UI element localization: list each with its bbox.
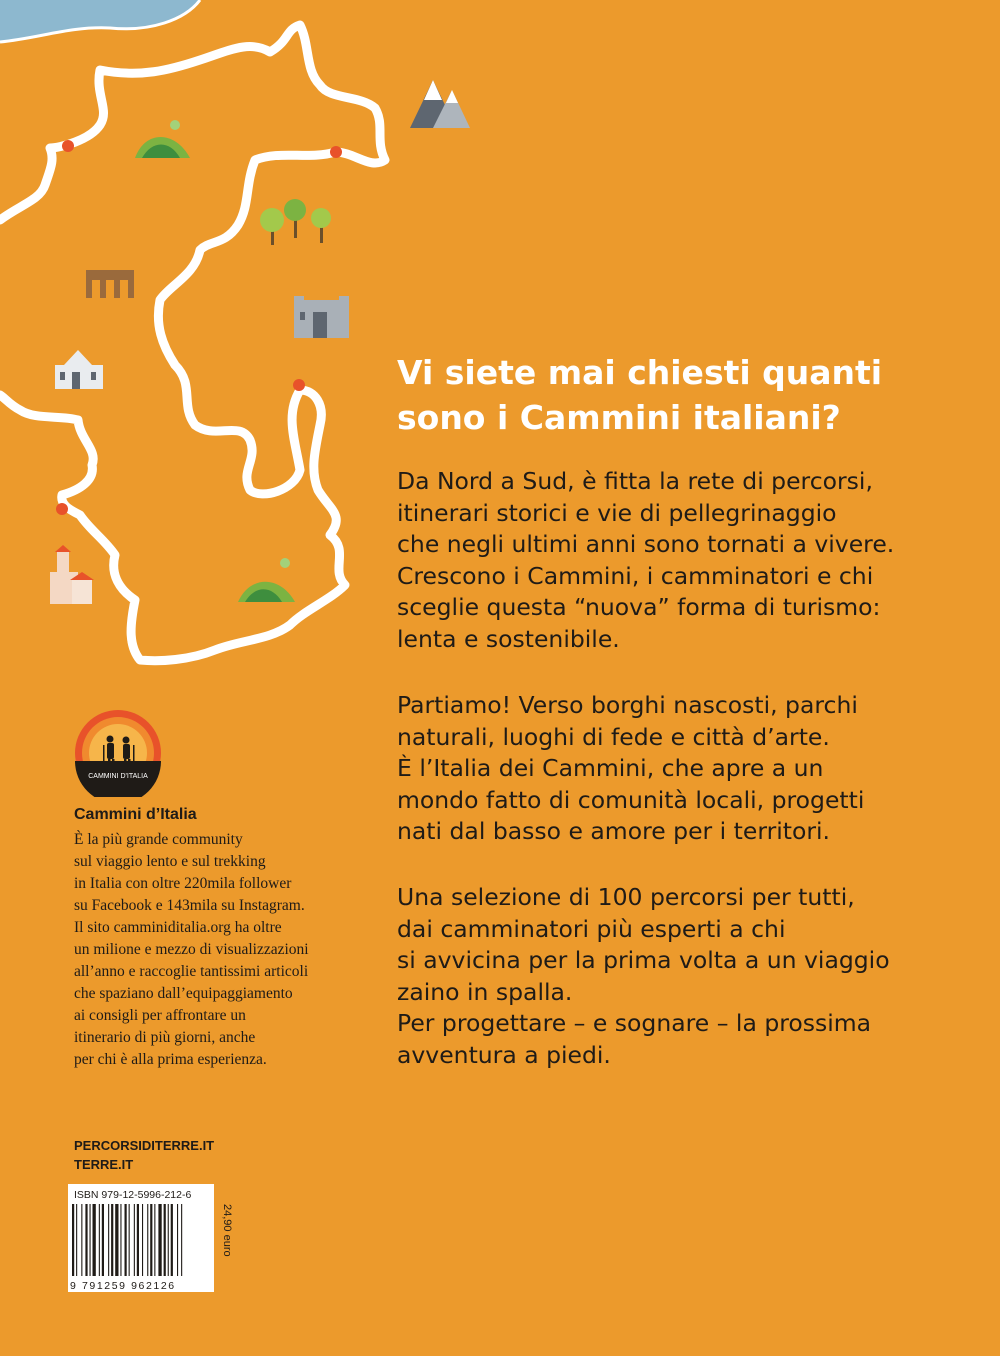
about-line: ai consigli per affrontare un xyxy=(74,1007,246,1024)
barcode-bar xyxy=(158,1204,161,1276)
paragraph-line: Crescono i Cammini, i camminatori e chi xyxy=(397,561,874,590)
paragraph-intro xyxy=(397,466,987,656)
about-line: Il sito camminiditalia.org ha oltre xyxy=(74,919,282,936)
barcode-bar xyxy=(72,1204,74,1276)
barcode-bar xyxy=(120,1204,121,1276)
isbn-barcode xyxy=(56,1184,246,1294)
paragraph-line: si avvicina per la prima volta a un viaggio xyxy=(397,946,890,975)
about-title: Cammini d’Italia xyxy=(74,806,197,823)
about-line: all’anno e raccoglie tantissimi articoli xyxy=(74,963,309,980)
barcode-bar xyxy=(85,1204,87,1276)
barcode-bar xyxy=(154,1204,155,1276)
paragraph-line: Per progettare – e sognare – la prossima xyxy=(397,1009,872,1038)
cammini-ditalia-logo xyxy=(74,709,162,797)
website-list xyxy=(74,1136,214,1174)
barcode-bar xyxy=(102,1204,104,1276)
barcode-bar xyxy=(99,1204,100,1276)
barcode-bar xyxy=(171,1204,173,1276)
barcode-bar xyxy=(137,1204,139,1276)
barcode-bar xyxy=(168,1204,169,1276)
paragraph-line: sceglie questa “nuova” forma di turismo: xyxy=(397,593,881,622)
logo-text: CAMMINI D'ITALIA xyxy=(88,773,148,780)
about-line: su Facebook e 143mila su Instagram. xyxy=(74,897,305,914)
barcode-bar xyxy=(134,1204,135,1276)
isbn-number: ISBN 979-12-5996-212-6 xyxy=(74,1189,192,1201)
route-stop-dot xyxy=(56,503,68,515)
route-stop-dot xyxy=(62,140,74,152)
village-icon xyxy=(50,545,94,604)
paragraph-journey xyxy=(397,690,987,848)
paragraph-line: che negli ultimi anni sono tornati a vivere. xyxy=(397,530,895,559)
about-line: sul viaggio lento e sul trekking xyxy=(74,853,266,870)
route-stop-dot xyxy=(293,379,305,391)
about-line: È la più grande community xyxy=(74,831,243,848)
paragraph-line: Una selezione di 100 percorsi per tutti, xyxy=(397,883,855,911)
about-description xyxy=(74,829,374,1071)
paragraph-line: dai camminatori più esperti a chi xyxy=(397,914,786,943)
website-link[interactable]: PERCORSIDITERRE.IT xyxy=(74,1138,215,1153)
barcode-bar xyxy=(76,1204,77,1276)
hills-icon xyxy=(238,558,295,602)
barcode-digits: 9 791259 962126 xyxy=(70,1280,176,1292)
castle-icon xyxy=(294,296,349,338)
barcode-bar xyxy=(129,1204,130,1276)
price-label: 24,90 euro xyxy=(221,1204,233,1257)
paragraph-line: itinerari storici e vie di pellegrinaggio xyxy=(397,498,837,527)
barcode-bar xyxy=(90,1204,91,1276)
website-link[interactable]: TERRE.IT xyxy=(74,1157,134,1172)
barcode-bar xyxy=(142,1204,143,1276)
barcode-bar xyxy=(93,1204,96,1276)
barcode-bar xyxy=(111,1204,113,1276)
paragraph-line: lenta e sostenibile. xyxy=(397,624,620,653)
barcode-bar xyxy=(150,1204,152,1276)
hills-icon xyxy=(135,120,190,158)
barcode-bar xyxy=(81,1204,82,1276)
mountain-icon xyxy=(410,80,470,128)
barcode-bar xyxy=(147,1204,148,1276)
about-line: che spaziano dall’equipaggiamento xyxy=(74,985,293,1002)
barcode-bar xyxy=(125,1204,127,1276)
paragraph-line: È l’Italia dei Cammini, che apre a un xyxy=(397,754,824,783)
barcode-bar xyxy=(108,1204,109,1276)
paragraph-line: avventura a piedi. xyxy=(397,1040,611,1069)
about-line: in Italia con oltre 220mila follower xyxy=(74,875,292,892)
barcode-bar xyxy=(177,1204,178,1276)
paragraph-line: zaino in spalla. xyxy=(397,977,573,1006)
route-stop-dot xyxy=(330,146,342,158)
headline-line: sono i Cammini italiani? xyxy=(397,398,841,437)
about-line: un milione e mezzo di visualizzazioni xyxy=(74,941,309,958)
paragraph-selection xyxy=(397,882,987,1072)
paragraph-line: Partiamo! Verso borghi nascosti, parchi xyxy=(397,691,858,719)
church-icon xyxy=(55,350,103,389)
about-line: itinerario di più giorni, anche xyxy=(74,1029,256,1046)
paragraph-line: mondo fatto di comunità locali, progetti xyxy=(397,785,865,814)
aqueduct-icon xyxy=(86,270,134,298)
barcode-bar xyxy=(115,1204,118,1276)
paragraph-line: nati dal basso e amore per i territori. xyxy=(397,817,831,846)
barcode-bar xyxy=(181,1204,182,1276)
paragraph-line: Da Nord a Sud, è fitta la rete di percorsi, xyxy=(397,467,873,495)
back-cover-headline xyxy=(397,350,957,440)
barcode-bar xyxy=(164,1204,166,1276)
paragraph-line: naturali, luoghi di fede e città d’arte. xyxy=(397,722,830,751)
about-line: per chi è alla prima esperienza. xyxy=(74,1051,267,1068)
headline-line: Vi siete mai chiesti quanti xyxy=(397,353,883,392)
trees-icon xyxy=(260,199,331,245)
